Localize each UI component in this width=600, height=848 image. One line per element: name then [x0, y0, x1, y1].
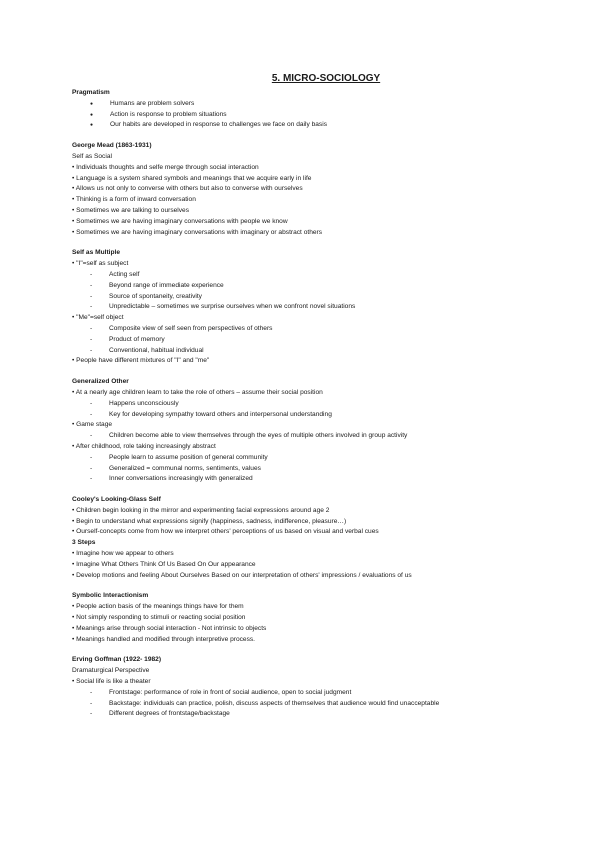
text-line: • Imagine What Others Think Of Us Based On Our appearance	[72, 560, 256, 568]
document-body	[72, 88, 560, 720]
item-text: Key for developing sympathy toward others and interpersonal understanding	[109, 410, 332, 418]
text-line: • Sometimes we are having imaginary conversations with imaginary or abstract others	[72, 228, 323, 236]
dash-marker-icon: -	[90, 292, 93, 300]
section-heading: Self as Multiple	[72, 249, 120, 257]
text-line: • Allows us not only to converse with others but also to converse with ourselves	[72, 185, 303, 193]
dash-item	[72, 399, 560, 410]
page-title: 5. MICRO-SOCIOLOGY	[271, 73, 381, 84]
dash-marker-icon: -	[90, 270, 93, 278]
section-heading: George Mead (1863-1931)	[72, 142, 152, 150]
text-line: • Begin to understand what expressions signify (happiness, sadness, indifference, pleasure…)	[72, 517, 347, 525]
dash-item	[72, 281, 560, 292]
dash-marker-icon: -	[90, 281, 93, 289]
section-heading: Cooley's Looking-Glass Self	[72, 496, 161, 504]
dash-item	[72, 453, 560, 464]
section	[72, 141, 560, 238]
text-line: • "Me"=self object	[72, 314, 124, 322]
section-heading: Symbolic Interactionism	[72, 592, 149, 600]
section	[72, 248, 560, 367]
dash-marker-icon: -	[90, 710, 93, 718]
section-heading: Erving Goffman (1922- 1982)	[72, 656, 162, 664]
item-text: Action is response to problem situations	[110, 110, 227, 118]
text-line: • People have different mixtures of "I" and "me"	[72, 357, 210, 365]
dash-item	[72, 270, 560, 281]
dash-marker-icon: -	[90, 324, 93, 332]
item-text: Unpredictable – sometimes we surprise ourselves when we confront novel situations	[109, 303, 356, 311]
item-text: Inner conversations increasingly with generalized	[109, 475, 253, 483]
dash-marker-icon: -	[90, 346, 93, 354]
dash-item	[72, 335, 560, 346]
section-heading: Pragmatism	[72, 89, 110, 96]
text-line: • Sometimes we are having imaginary conversations with people we know	[72, 217, 288, 225]
item-text: Backstage: individuals can practice, polish, discuss aspects of themselves that audience would find unacceptable	[109, 699, 440, 707]
item-text: People learn to assume position of general community	[109, 453, 268, 461]
text-line: • Individuals thoughts and selfe merge through social interaction	[72, 163, 259, 171]
dash-item	[72, 474, 560, 485]
item-text: Beyond range of immediate experience	[109, 281, 224, 289]
item-text: Conventional, habitual individual	[109, 346, 204, 354]
section	[72, 88, 560, 131]
text-line: • People action basis of the meanings things have for them	[72, 603, 244, 611]
dash-marker-icon: -	[90, 399, 93, 407]
dash-item	[72, 410, 560, 421]
bullet-dot-icon: ●	[90, 111, 94, 118]
item-text: Composite view of self seen from perspectives of others	[109, 324, 273, 332]
bullet-dot-icon: ●	[90, 122, 94, 129]
dash-item	[72, 464, 560, 475]
bullet-item	[72, 120, 560, 131]
text-line: • Imagine how we appear to others	[72, 550, 174, 558]
item-text: Humans are problem solvers	[110, 99, 195, 107]
dash-marker-icon: -	[90, 699, 93, 707]
text-line: • "I"=self as subject	[72, 260, 129, 268]
item-text: Happens unconsciously	[109, 399, 179, 407]
text-line: • Children begin looking in the mirror and experimenting facial expressions around age 2	[72, 506, 330, 514]
text-line: Dramaturgical Perspective	[72, 667, 150, 675]
dash-marker-icon: -	[90, 464, 93, 472]
text-line: • Ourself-concepts come from how we interpret others' perceptions of us based on visual and verbal cues	[72, 528, 379, 536]
item-text: Our habits are developed in response to challenges we face on daily basis	[110, 121, 327, 129]
text-line: • Not simply responding to stimuli or reacting social position	[72, 614, 246, 622]
bullet-item	[72, 110, 560, 121]
text-line: • Social life is like a theater	[72, 678, 151, 686]
bullet-dot-icon: ●	[90, 100, 94, 107]
dash-item	[72, 324, 560, 335]
dash-item	[72, 699, 560, 710]
item-text: Product of memory	[109, 335, 165, 343]
text-line: • After childhood, role taking increasingly abstract	[72, 442, 216, 450]
section	[72, 591, 560, 645]
dash-marker-icon: -	[90, 303, 93, 311]
subheading: 3 Steps	[72, 539, 96, 547]
dash-marker-icon: -	[90, 688, 93, 696]
dash-marker-icon: -	[90, 453, 93, 461]
text-line: • Meanings arise through social interaction - Not intrinsic to objects	[72, 624, 267, 632]
text-line: • Meanings handled and modified through interpretive process.	[72, 635, 256, 643]
item-text: Acting self	[109, 270, 140, 278]
dash-item	[72, 292, 560, 303]
text-line: • Develop motions and feeling About Ourselves Based on our interpretation of others' impressions / evaluations of us	[72, 571, 412, 579]
text-line: • Language is a system shared symbols and meanings that we acquire early in life	[72, 174, 312, 182]
text-line: • Game stage	[72, 421, 113, 429]
dash-item	[72, 709, 560, 720]
dash-marker-icon: -	[90, 432, 93, 440]
dash-item	[72, 346, 560, 357]
bullet-item	[72, 99, 560, 110]
dash-item	[72, 431, 560, 442]
item-text: Different degrees of frontstage/backstage	[109, 710, 230, 718]
section	[72, 377, 560, 485]
section	[72, 655, 560, 720]
text-line: • Thinking is a form of inward conversation	[72, 196, 196, 204]
dash-item	[72, 302, 560, 313]
dash-marker-icon: -	[90, 475, 93, 483]
dash-item	[72, 688, 560, 699]
text-line: • Sometimes we are talking to ourselves	[72, 206, 190, 214]
item-text: Frontstage: performance of role in front of social audience, open to social judgment	[109, 688, 352, 696]
dash-marker-icon: -	[90, 410, 93, 418]
text-line: • At a nearly age children learn to take the role of others – assume their social position	[72, 388, 323, 396]
dash-marker-icon: -	[90, 335, 93, 343]
item-text: Generalized = communal norms, sentiments, values	[109, 464, 261, 472]
section	[72, 495, 560, 581]
section-heading: Generalized Other	[72, 378, 129, 386]
item-text: Source of spontaneity, creativity	[109, 292, 202, 300]
text-line: Self as Social	[72, 152, 112, 160]
item-text: Children become able to view themselves through the eyes of multiple others involved in group activity	[109, 432, 408, 440]
